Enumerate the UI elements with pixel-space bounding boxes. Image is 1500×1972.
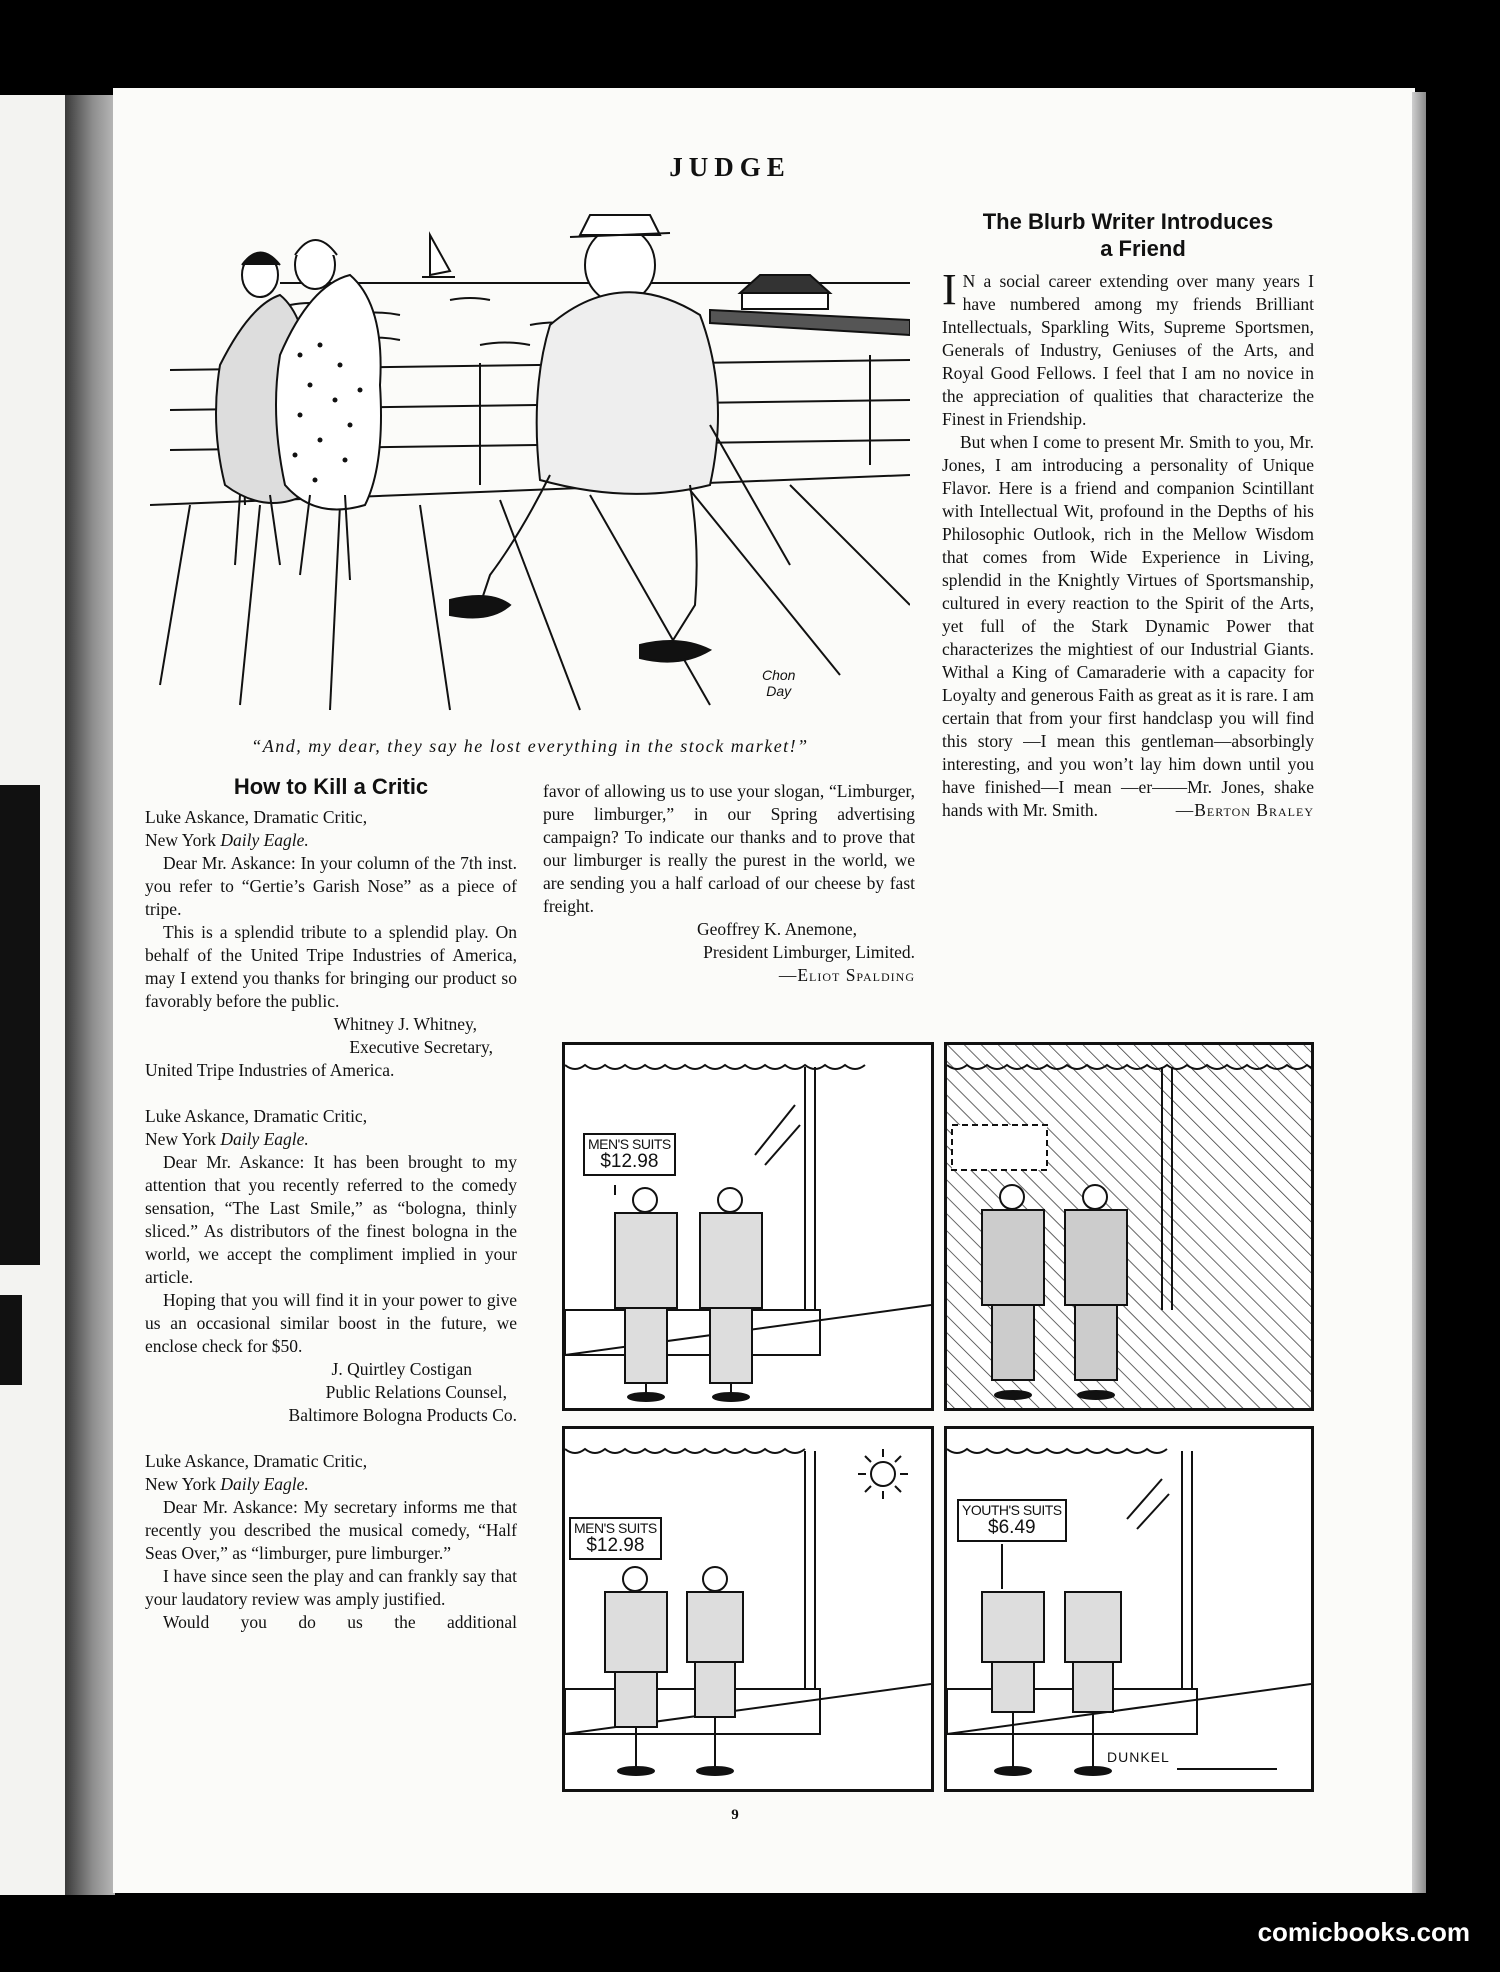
comic-panel-1: [562, 1042, 934, 1411]
masthead: JUDGE: [669, 152, 791, 182]
comic-panel-4: [944, 1426, 1314, 1792]
binding-spine: [65, 95, 115, 1895]
comic-panel-3: [562, 1426, 934, 1792]
letter-3: Luke Askance, Dramatic Critic, New York Daily Eagle. Dear Mr. Askance: My secretary informs me that recently you described the musical comedy, “Half Seas Over,” as “limburger, pure limburger.” I have since seen the play and can frankly say that your laudatory review was amply justified. Would you do us the additional: [145, 1451, 517, 1632]
cartoonist-signature: Chon Day: [762, 667, 796, 699]
blurb-column: The Blurb Writer Introduces a Friend I N a social career extending over many years I have numbered among my friends Brilliant Intellectuals, Sparkling Wits, Supreme Sportsmen, Generals of Industry, Geniuses of the Arts, and Royal Good Fellows. I feel that I am no novice in the appreciation of qualities that characterize the Finest in Friendship. But when I come to present Mr. Smith to you, Mr. Jones, I am introducing a personality of Unique Flavor. Here is a friend and companion Scintillant with Intellectual Wit, profound in the Depths of his Philosophic Outlook, rich in the Mellow Wisdom that comes from Wide Experience in Living, splendid in the Knightly Virtues of Sportsmanship, cultured in every reaction to the Spirit of the Arts, yet full of the Stark Dynamic Power that characterizes the mightiest of our Industrial Giants. Withal a King of Camaraderie with a capacity for Loyalty and generous Faith as great as it is rare. I am certain that from your first handclasp you will find this story —I mean this gentleman—absorbingly interesting, and you won’t lay him down until you have finished—I mean —er——Mr. Jones, shake hands with Mr. Smith. —Berton Braley: [942, 209, 1314, 820]
boardwalk-illustration: [150, 205, 910, 720]
byline-spalding: —Eliot Spalding: [778, 965, 915, 985]
byline-braley: —Berton Braley: [1175, 800, 1314, 820]
comic-strip: [562, 1042, 1314, 1790]
drop-cap: I: [942, 265, 957, 314]
site-watermark: comicbooks.com: [1257, 1917, 1470, 1947]
critic-column-1: [145, 775, 517, 1634]
price-sign-mens-2: MEN'S SUITS $12.98: [569, 1517, 662, 1560]
facing-page-edge: [0, 95, 68, 1895]
boardwalk-cartoon: [150, 205, 910, 720]
shop-window-youth-illustration: [947, 1429, 1311, 1789]
critic-column-2: favor of allowing us to use your slogan, “Limburger, pure limburger,” in our Spring advertising campaign? To indicate our thanks and to prove that our limburger is really the purest in the world, we are sending you a half carload of our cheese by fast freight. Geoffrey K. Anemone, President Limburger, Limited. —Eliot Spalding: [543, 781, 915, 985]
shop-window-dark-illustration: [947, 1045, 1311, 1408]
price-sign-youths: YOUTH'S SUITS $6.49: [957, 1499, 1067, 1542]
shop-window-illustration: [565, 1045, 931, 1408]
article-title-critic: How to Kill a Critic: [233, 774, 429, 799]
comic-signature: DUNKEL: [1107, 1749, 1170, 1765]
letter-1: Luke Askance, Dramatic Critic, New York Daily Eagle. Dear Mr. Askance: In your column of the 7th inst. you refer to “Gertie’s Garish Nose” as a piece of tripe. This is a splendid tribute to a splendid play. On behalf of the United Tripe Industries of America, may I extend you thanks for bringing our product so favorably before the public. Whitney J. Whitney, Executive Secretary, United Tripe Industries of America.: [145, 807, 517, 1080]
cartoon-caption: “And, my dear, they say he lost everything in the stock market!”: [251, 736, 809, 756]
page-number: 9: [731, 1807, 739, 1823]
page-edge: [1412, 92, 1426, 1893]
price-sign-mens: MEN'S SUITS $12.98: [583, 1133, 676, 1176]
article-title-blurb: The Blurb Writer Introduces a Friend: [982, 209, 1274, 261]
letter-2: Luke Askance, Dramatic Critic, New York Daily Eagle. Dear Mr. Askance: It has been brought to my attention that you recently referred to the comedy sensation, “The Last Smile,” as “bologna, thinly sliced.” As distributors of the finest bologna in the world, we accept the compliment implied in your article. Hoping that you will find it in your power to give us an occasional similar boost in the future, we enclose check for $50. J. Quirtley Costigan Public Relations Counsel, Baltimore Bologna Products Co.: [145, 1106, 517, 1425]
shop-window-sunny-illustration: [565, 1429, 931, 1789]
comic-panel-2: [944, 1042, 1314, 1411]
